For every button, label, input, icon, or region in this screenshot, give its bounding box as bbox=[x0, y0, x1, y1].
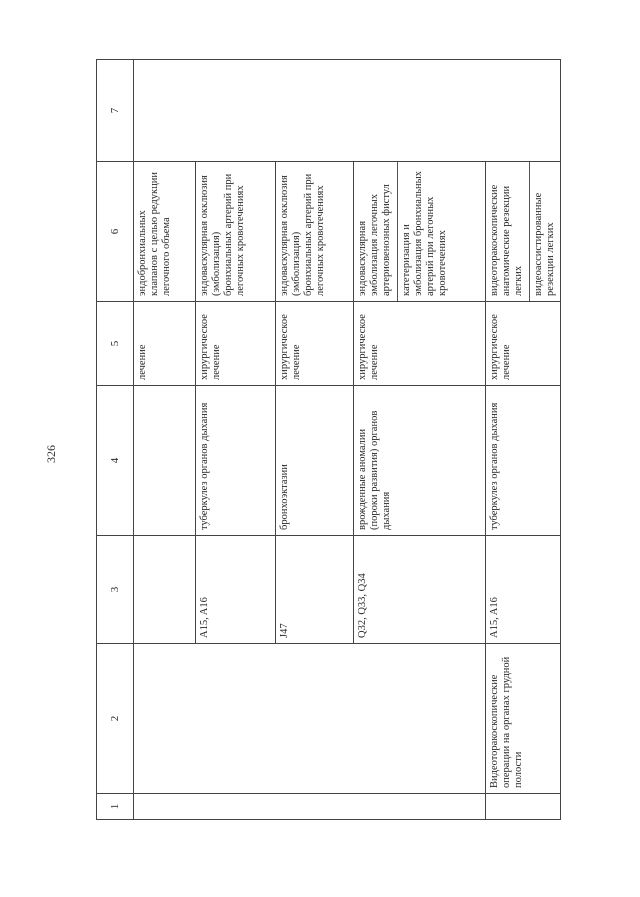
header-col-5: 5 bbox=[97, 302, 134, 386]
cell-col-3: J47 bbox=[276, 536, 354, 644]
header-row bbox=[97, 60, 134, 820]
header-col-6: 6 bbox=[97, 162, 134, 302]
cell-col-1 bbox=[134, 794, 486, 820]
cell-col-4: туберкулез органов дыхания bbox=[486, 386, 561, 536]
cell-col-3: A15, A16 bbox=[486, 536, 561, 644]
header-col-1: 1 bbox=[97, 794, 134, 820]
cell-col-5: хирургическое лечение bbox=[276, 302, 354, 386]
cell-col-5: лечение bbox=[134, 302, 196, 386]
procedures-table bbox=[96, 59, 561, 820]
cell-col-3 bbox=[134, 536, 196, 644]
cell-text-secondary: катетеризация и эмболизация бронхиальных артерий при легочных кровотечениях bbox=[397, 162, 449, 301]
cell-col-1 bbox=[486, 794, 561, 820]
header-col-4: 4 bbox=[97, 386, 134, 536]
cell-text-primary: видеоторакоскопические анатомические резекции легких bbox=[489, 184, 524, 296]
cell-col-4: туберкулез органов дыхания bbox=[196, 386, 276, 536]
cell-col-2 bbox=[134, 644, 486, 794]
cell-col-2: Видеоторакоскопические операции на органах грудной полости bbox=[486, 644, 561, 794]
header-col-2: 2 bbox=[97, 644, 134, 794]
cell-text-primary: эндоваскулярная эмболизация легочных артериовенозных фистул bbox=[357, 184, 392, 296]
cell-col-4 bbox=[134, 386, 196, 536]
cell-col-6 bbox=[486, 162, 561, 302]
table-row bbox=[486, 60, 561, 820]
cell-col-4: бронхоэктазии bbox=[276, 386, 354, 536]
page-number: 326 bbox=[44, 445, 58, 463]
rotated-table-container bbox=[96, 60, 556, 820]
cell-col-5: хирургическое лечение bbox=[354, 302, 486, 386]
cell-col-4: врожденные аномалии (пороки развития) органов дыхания bbox=[354, 386, 486, 536]
cell-col-6 bbox=[354, 162, 486, 302]
cell-col-3: Q32, Q33, Q34 bbox=[354, 536, 486, 644]
cell-col-7 bbox=[134, 60, 561, 162]
cell-col-3: A15, A16 bbox=[196, 536, 276, 644]
cell-col-5: хирургическое лечение bbox=[196, 302, 276, 386]
cell-col-6: эндоваскулярная окклюзия (эмболизация) бронхиальных артерий при легочных кровотечениях bbox=[276, 162, 354, 302]
cell-col-5: хирургическое лечение bbox=[486, 302, 561, 386]
header-col-3: 3 bbox=[97, 536, 134, 644]
cell-text-secondary: видеоассистированные резекции легких bbox=[529, 162, 557, 301]
header-col-7: 7 bbox=[97, 60, 134, 162]
cell-col-6: эндоваскулярная окклюзия (эмболизация) бронхиальных артерий при легочных кровотечениях bbox=[196, 162, 276, 302]
cell-col-6: эндобронхиальных клапанов с целью редукции легочного объема bbox=[134, 162, 196, 302]
table-row bbox=[134, 60, 196, 820]
